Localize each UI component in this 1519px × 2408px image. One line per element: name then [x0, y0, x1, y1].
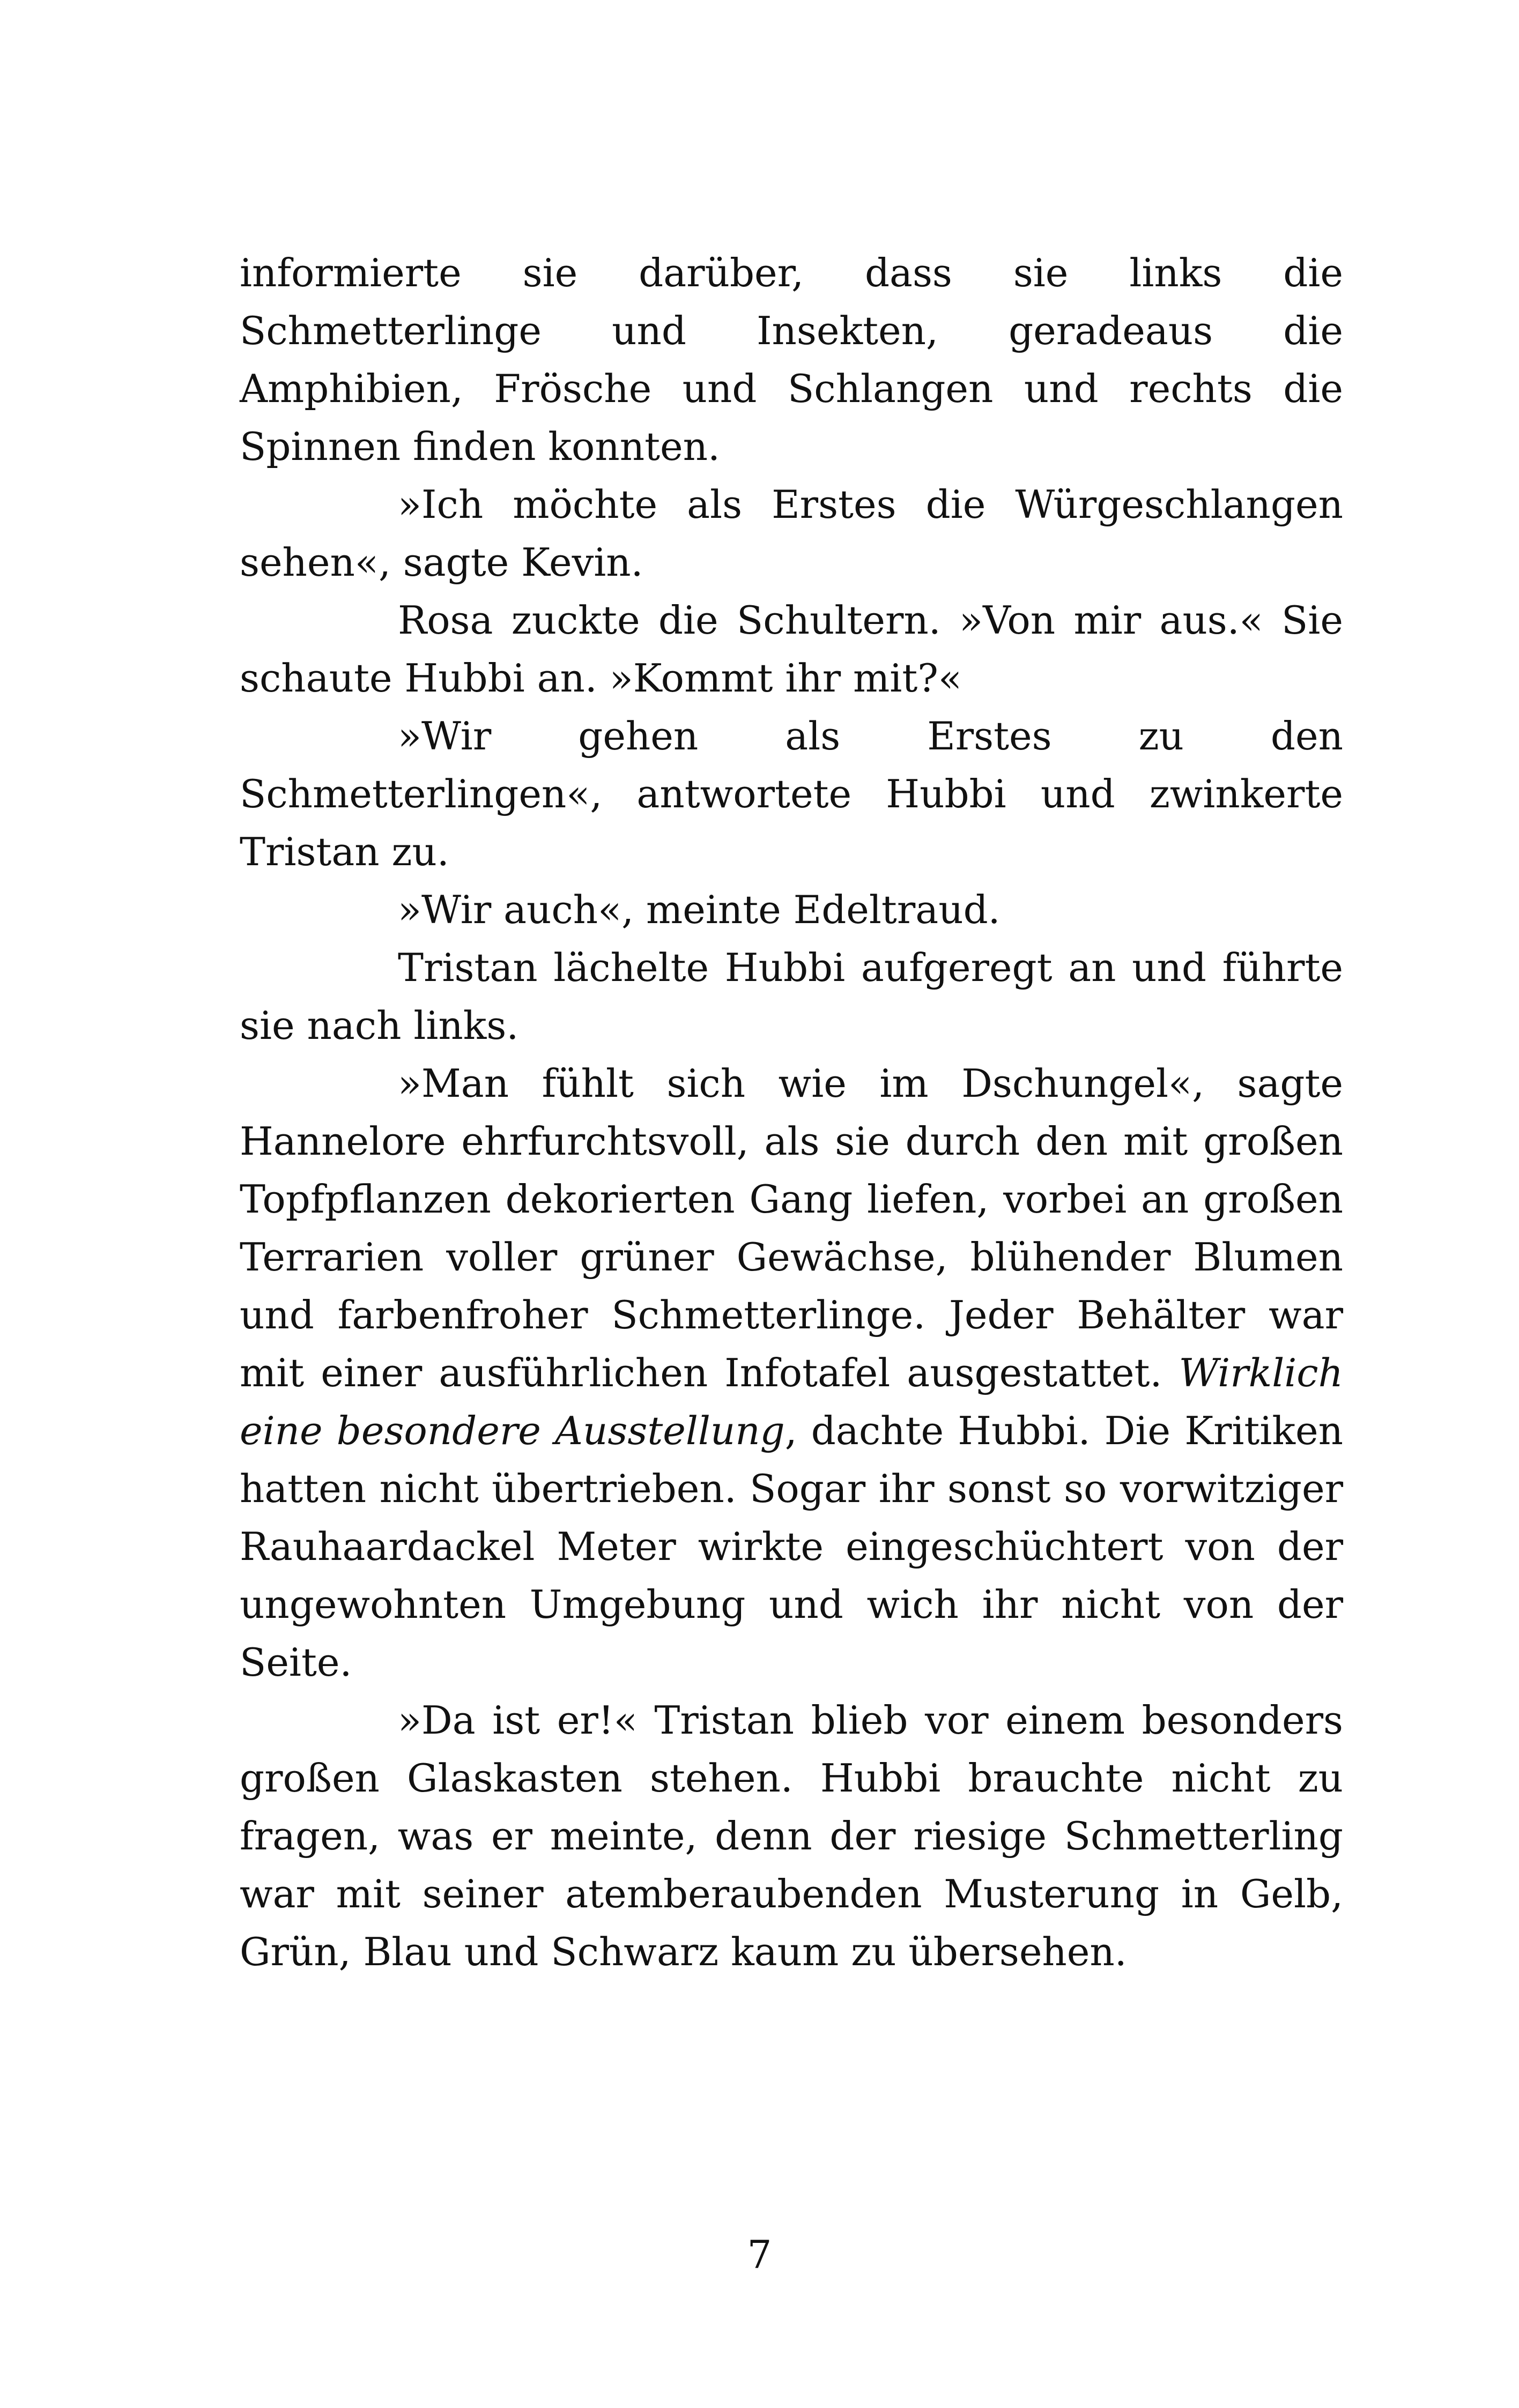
paragraph: [240, 1691, 1343, 1981]
paragraph-text: , dachte Hubbi. Die Kritiken hatten nicht übertrieben. Sogar ihr sonst so vorwitziger Rauhaardackel Meter wirkte eingeschüchtert von der ungewohnten Umgebung und wich ihr nicht von der Seite.: [240, 1408, 1343, 1685]
page-number: 7: [747, 2232, 772, 2277]
paragraph: [240, 591, 1343, 707]
paragraph-text: informierte sie darüber, dass sie links die Schmetterlinge und Insekten, geradeaus die Amphibien, Frösche und Schlangen und rechts die Spinnen finden konnten.: [240, 250, 1343, 469]
paragraph: [240, 881, 1343, 939]
paragraph: [240, 475, 1343, 591]
paragraph-text: »Man fühlt sich wie im Dschungel«, sagte Hannelore ehrfurchtsvoll, als sie durch den mit großen Topfpflanzen dekorierten Gang liefen, vorbei an großen Terrarien voller grüner Gewächse, blühender Blumen und farbenfroher Schmetterlinge. Jeder Behälter war mit einer ausführlichen Infotafel ausgestattet.: [240, 1061, 1343, 1395]
paragraph: [240, 707, 1343, 881]
paragraph-text: »Wir gehen als Erstes zu den Schmetterlingen«, antwortete Hubbi und zwinkerte Tristan zu.: [240, 714, 1343, 874]
paragraph-text: »Wir auch«, meinte Edeltraud.: [398, 887, 1001, 932]
italic-thought: Wirklich eine besondere Ausstellung: [240, 1350, 1343, 1453]
body-text: [240, 244, 1343, 1981]
paragraph: [240, 939, 1343, 1054]
paragraph-continuation: [240, 244, 1343, 475]
paragraph-text: Rosa zuckte die Schultern. »Von mir aus.« Sie schaute Hubbi an. »Kommt ihr mit?«: [240, 598, 1343, 701]
paragraph: [240, 1054, 1343, 1691]
paragraph-text: »Da ist er!« Tristan blieb vor einem besonders großen Glaskasten stehen. Hubbi brauchte nicht zu fragen, was er meinte, denn der riesige Schmetterling war mit seiner atemberaubenden Musterung in Gelb, Grün, Blau und Schwarz kaum zu übersehen.: [240, 1698, 1343, 1974]
paragraph-text: »Ich möchte als Erstes die Würgeschlangen sehen«, sagte Kevin.: [240, 482, 1343, 585]
paragraph-text: Tristan lächelte Hubbi aufgeregt an und führte sie nach links.: [240, 945, 1343, 1048]
